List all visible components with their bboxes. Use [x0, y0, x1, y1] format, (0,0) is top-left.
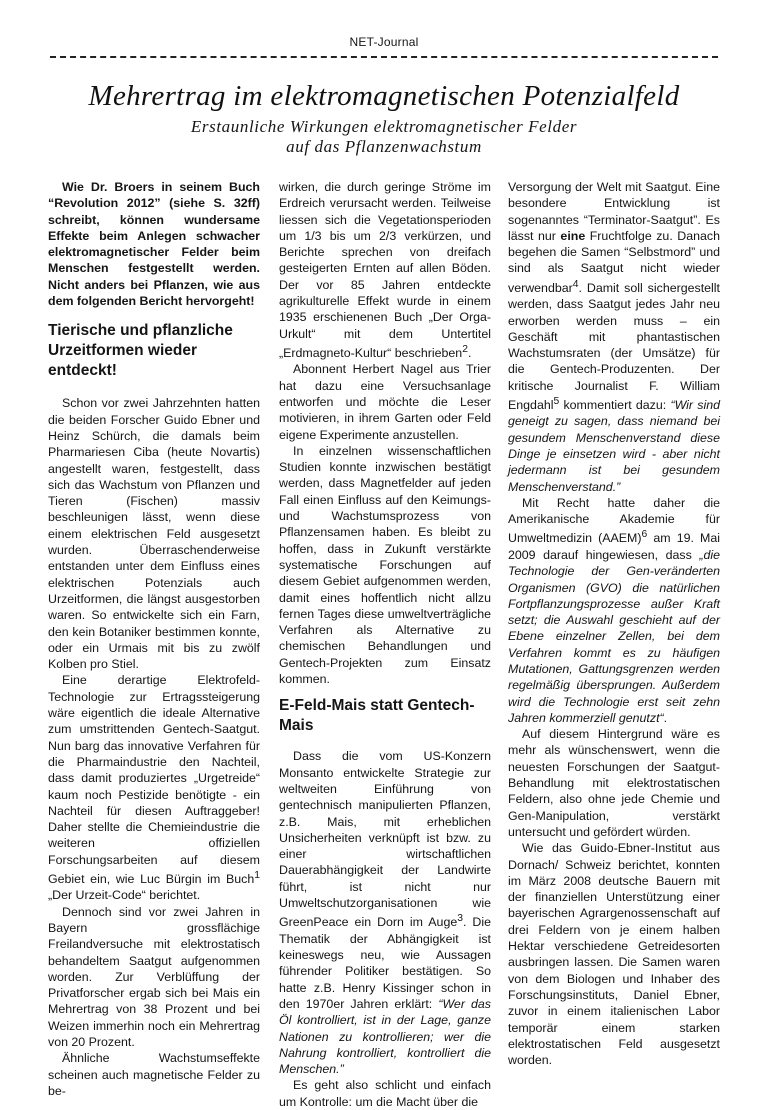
text-run: . Damit soll sichergestellt werden, dass Saatgut jedes Jahr neu erworben werden muss – ein Geschäft mit phantastischen Wachstumsraten (der Umsätze) für die Gentech-Produzenten. Der kritische Journalist F. William Engdahl	[508, 280, 720, 413]
footnote-ref: 4	[572, 278, 579, 290]
footnote-ref: 5	[553, 395, 560, 407]
aaem-quote: „die Technologie der Gen-veränderten Organismen (GVO) die natürlichen Fortpflanzungsprozesse außer Kraft setzt; die Auswahl geschieht auf der Ebene einzelner Zellen, bei dem Verfahren kommt es zu häufigen Mutationen, Gattungsgrenzen werden regelmäßig übersprungen. Außerdem wird die Technologie erst seit zehn Jahren kommerziell genutzt“	[508, 547, 720, 725]
kissinger-quote: “Wer das Öl kontrolliert, ist in der Lage, ganze Nationen zu kontrollieren; wer die Nahrung kontrolliert, kontrolliert die Menschen.”	[279, 996, 491, 1077]
text-run: Fruchtfolge zu. Danach begehen die Samen “Selbstmord” und sind als Saatgut nicht wieder verwendbar	[508, 228, 720, 295]
text-run: . Die Thematik der Abhängigkeit ist keineswegs neu, wie Aussagen führender Politiker bestätigen. So hatte z.B. Henry Kissinger schon in den 1970er Jahren erklärt:	[279, 915, 492, 1011]
body-paragraph: In einzelnen wissenschaftlichen Studien konnte inzwischen bestätigt werden, dass Magnetfelder auf jeden Fall einen Einfluss auf den Keimungs- und Wachstumsprozess von Pflanzensamen haben. Es bleibt zu hoffen, dass in Zukunft verstärkte systematische Forschungen auf diesem Gebiet aufgenommen werden, damit eines hoffentlich nicht allzu fernen Tages diese umweltverträgliche Verfahren als Alternative zu chemischen Behandlungen und Gentech-Projekten zum Einsatz kommen.	[279, 443, 491, 687]
text-run: Versorgung der Welt mit Saatgut. Eine besondere Entwicklung ist sogenanntes “Terminator-Saatgut”. Es lässt nur	[508, 180, 720, 243]
text-run: kommentiert dazu:	[559, 398, 671, 413]
body-paragraph	[279, 179, 491, 361]
body-paragraph	[48, 672, 260, 903]
body-paragraph	[508, 179, 720, 495]
lead-paragraph: Wie Dr. Broers in seinem Buch “Revolution 2012” (siehe S. 32ff) schreibt, können wundersame Effekte beim Anlegen schwacher elektromagnetischer Felder beim Menschen festgestellt werden. Nicht anders bei Pflanzen, wie aus dem folgenden Bericht hervorgeht!	[48, 180, 260, 309]
article-title: Mehrertrag im elektromagnetischen Potenzialfeld	[88, 80, 680, 112]
subtitle-line-1: Erstaunliche Wirkungen elektromagnetischer Felder	[190, 117, 578, 136]
header-divider	[50, 56, 718, 58]
section-heading-urzeitformen: Tierische und pflanzliche Urzeitformen wieder entdeckt!	[48, 322, 233, 380]
body-paragraph	[279, 748, 491, 1077]
footnote-ref: 2	[462, 343, 468, 355]
text-run: wirken, die durch geringe Ströme im Erdreich verursacht werden. Teilweise liessen sich die Vegetationsperioden um 1/3 bis um 2/3 verkürzen, und Berichte sprechen von dreifach gesteigerten Ernten auf allen Böden. Der vor 85 Jahren entdeckte agrikulturelle Effekt wurde in einem 1935 erschienenen Buch „Der Orga-Urkult“ mit dem Untertitel „Erdmagneto-Kultur“ beschrieben	[279, 180, 491, 361]
text-run: Eine derartige Elektrofeld-Technologie zur Ertragssteigerung wäre eigentlich die ideale Alternative zum umstrittenden Gentech-Saatgut. Nun barg das innovative Verfahren für die Pharmaindustrie den Nachteil, dass damit produziertes „Urgetreide“ kaum noch Pestizide benötigte - ein Nachteil für diesen Auftraggeber! Daher stellte die Chemieindustrie die weiteren offiziellen Forschungsarbeiten auf diesem Gebiet ein, wie Luc Bürgin im Buch	[48, 673, 260, 887]
body-paragraph: Auf diesem Hintergrund wäre es mehr als wünschenswert, wenn die neuesten Forschungen der Saatgut-Behandlung mit elektrostatischen Feldern, also ohne jede Chemie und Gen-Manipulation, verstärkt untersucht und gefördert würden.	[508, 727, 720, 839]
body-paragraph: Schon vor zwei Jahrzehnten hatten die beiden Forscher Guido Ebner und Heinz Schürch, die damals beim Pharmariesen Ciba (heute Novartis) angestellt waren, festgestellt, dass sich das Wachstum von Pflanzen und Tieren (Fischen) massiv beschleunigen lässt, wenn diese einem elektrischen Feld ausgesetzt wurden. Überraschenderweise entstanden unter dem Einfluss eines elektrischen Potenzials auch Urzeitformen, die längst ausgestorben waren. So entwickelte sich ein Farn, den kein Botaniker bestimmen konnte, oder ein Urmais mit bis zu zwölf Kolben pro Stiel.	[48, 396, 260, 672]
text-run: am 19. Mai 2009 darauf hingewiesen, dass	[508, 531, 721, 562]
text-run: „Der Urzeit-Code“ berichtet.	[48, 888, 201, 903]
emphasis-eine: eine	[560, 228, 586, 243]
body-paragraph: Ähnliche Wachstumseffekte scheinen auch magnetische Felder zu be-	[48, 1051, 260, 1098]
subtitle-line-2: auf das Pflanzenwachstum	[286, 137, 482, 156]
article-subtitle	[0, 117, 768, 157]
text-run: .	[467, 346, 472, 361]
body-paragraph: Wie das Guido-Ebner-Institut aus Dornach/ Schweiz berichtet, konnten im März 2008 deutsche Bauern mit der finanziellen Unterstützung einer bayerischen Agrargenossenschaft auf drei Feldern von je einem halben Hektar verschiedene Getreidesorten ausbringen lassen. Die Samen waren von dem Biologen und Inhaber des Forschungsinstituts, Daniel Ebner, zuvor in einem italienischen Labor temporär einem starken elektrostatischen Feld ausgesetzt worden.	[508, 841, 720, 1068]
footnote-ref: 1	[254, 869, 260, 881]
footnote-ref: 3	[457, 913, 463, 925]
body-paragraph: Es geht also schlicht und einfach um Kontrolle: um die Macht über die	[279, 1078, 491, 1109]
article-column-2	[279, 179, 491, 1110]
section-heading-e-feld-mais: E-Feld-Mais statt Gentech-Mais	[279, 697, 475, 735]
footnote-ref: 6	[641, 529, 648, 541]
engdahl-quote: “Wir sind geneigt zu sagen, dass niemand bei gesundem Menschenverstand diese Dinge je einsetzen wird - aber nicht jedermann ist bei gesundem Menschenverstand.”	[508, 398, 720, 494]
article-column-3	[508, 179, 720, 1068]
journal-name: NET-Journal	[349, 35, 419, 49]
article-column-1	[48, 179, 260, 1099]
text-run: Mit Recht hatte daher die Amerikanische Akademie für Umweltmedizin (AAEM)	[508, 495, 720, 546]
body-paragraph	[508, 495, 720, 726]
text-run: .	[663, 710, 668, 725]
body-paragraph: Abonnent Herbert Nagel aus Trier hat dazu eine Versuchsanlage entworfen und möchte die Leser motivieren, in ihrem Garten oder Feld eigene Experimente anzustellen.	[279, 362, 491, 442]
text-run: Dass die vom US-Konzern Monsanto entwickelte Strategie zur weltweiten Einführung von gentechnisch manipulierten Pflanzen, z.B. Mais, mit erheblichen Unsicherheiten verknüpft ist bzw. zu einer wirtschaftlichen Dauerabhängigkeit der Landwirte führt, ist nicht nur Umweltschutzorganisationen wie GreenPeace ein Dorn im Auge	[279, 749, 491, 930]
body-paragraph: Dennoch sind vor zwei Jahren in Bayern grossflächige Freilandversuche mit elektrostatisch behandeltem Saatgut aufgenommen worden. Zur Verblüffung der Privatforscher ergab sich bei Mais ein Mehrertrag von 38 Prozent und bei Weizen immerhin noch ein Mehrertrag von 20 Prozent.	[48, 904, 260, 1050]
